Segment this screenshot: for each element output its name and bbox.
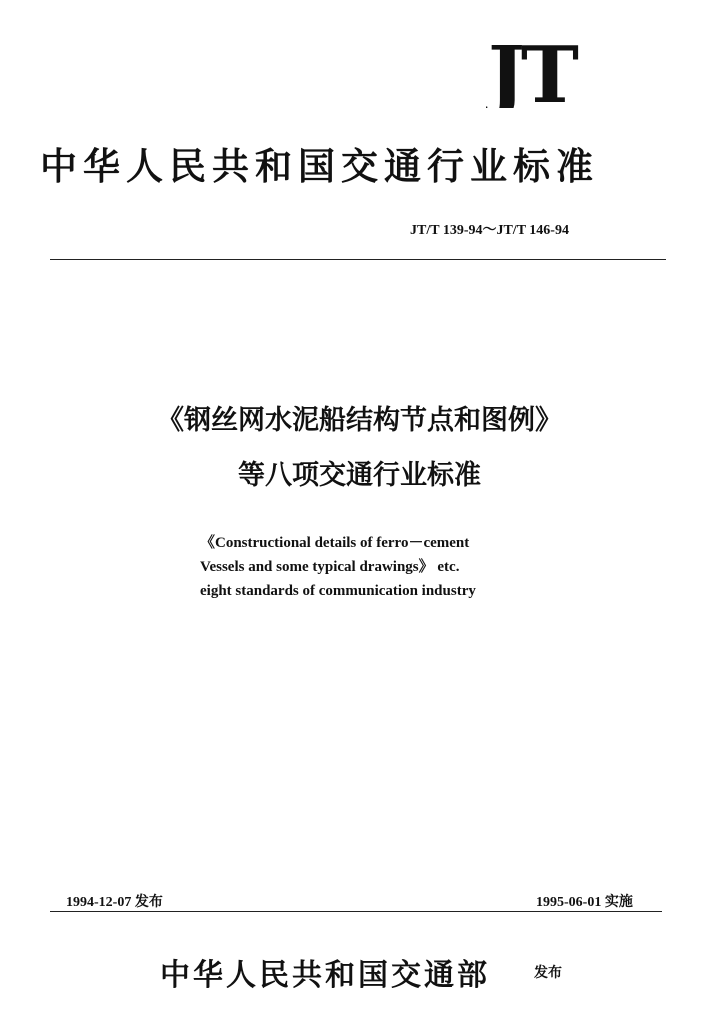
english-title-line-2: Vessels and some typical drawings》 etc. bbox=[200, 559, 460, 575]
bottom-divider bbox=[50, 911, 662, 912]
publisher-name: 中华人民共和国交通部 bbox=[160, 958, 490, 993]
issue-date: 1994-12-07 发布 bbox=[66, 895, 163, 910]
english-title-line-1: 《Constructional details of ferro－cement bbox=[200, 535, 470, 551]
implementation-date: 1995-06-01 实施 bbox=[536, 895, 633, 910]
publisher-suffix: 发布 bbox=[534, 965, 562, 981]
jt-logo-text: JT bbox=[488, 38, 575, 108]
main-title-line-1: 《钢丝网水泥船结构节点和图例》 bbox=[157, 405, 562, 436]
english-title-line-3: eight standards of communication industry bbox=[200, 583, 476, 599]
english-title bbox=[200, 531, 476, 603]
main-title-line-2: 等八项交通行业标准 bbox=[238, 460, 481, 491]
jt-logo bbox=[486, 38, 616, 112]
header-title: 中华人民共和国交通行业标准 bbox=[40, 144, 599, 188]
jt-logo-mark bbox=[486, 38, 616, 108]
top-divider bbox=[50, 259, 666, 260]
standard-code: JT/T 139-94～JT/T 146-94 bbox=[410, 223, 569, 238]
